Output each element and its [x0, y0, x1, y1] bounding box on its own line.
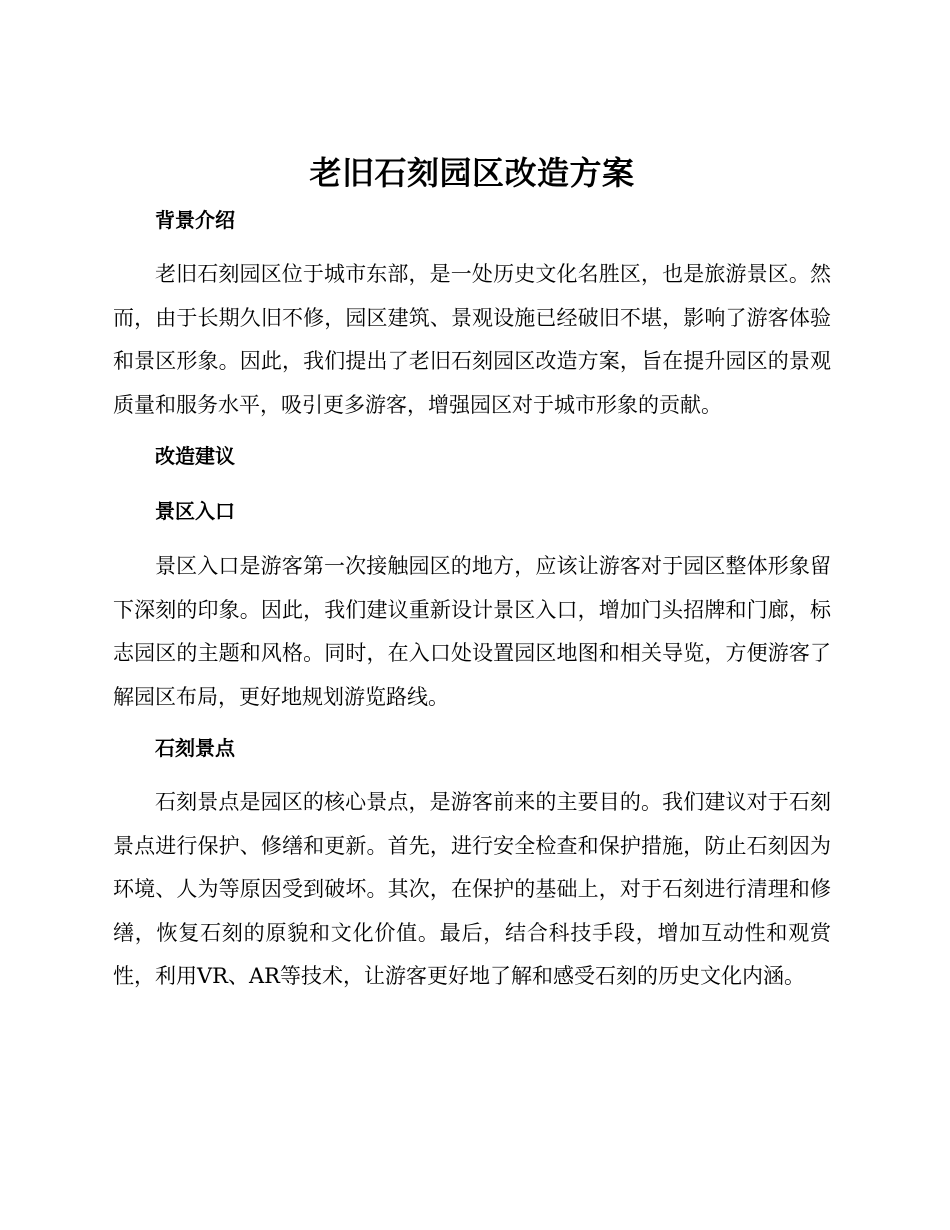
section-heading-renovation-suggestions: 改造建议 [155, 444, 235, 468]
section-paragraph-stone-carvings: 石刻景点是园区的核心景点，是游客前来的主要目的。我们建议对于石刻景点进行保护、修缮和更新。首先，进行安全检查和保护措施，防止石刻因为环境、人为等原因受到破坏。其次，在保护的基础上，对于石刻进行清理和修缮，恢复石刻的原貌和文化价值。最后，结合科技手段，增加互动性和观赏性，利用VR、AR等技术，让游客更好地了解和感受石刻的历史文化内涵。 [113, 790, 831, 988]
section-heading-entrance: 景区入口 [155, 499, 235, 523]
section-paragraph-background: 老旧石刻园区位于城市东部，是一处历史文化名胜区，也是旅游景区。然而，由于长期久旧不修，园区建筑、景观设施已经破旧不堪，影响了游客体验和景区形象。因此，我们提出了老旧石刻园区改造方案，旨在提升园区的景观质量和服务水平，吸引更多游客，增强园区对于城市形象的贡献。 [113, 262, 831, 417]
document-title: 老旧石刻园区改造方案 [309, 154, 635, 192]
section-heading-stone-carvings: 石刻景点 [155, 736, 235, 760]
section-paragraph-entrance: 景区入口是游客第一次接触园区的地方，应该让游客对于园区整体形象留下深刻的印象。因此，我们建议重新设计景区入口，增加门头招牌和门廊，标志园区的主题和风格。同时，在入口处设置园区地图和相关导览，方便游客了解园区布局，更好地规划游览路线。 [113, 554, 831, 709]
section-heading-background: 背景介绍 [155, 208, 235, 232]
